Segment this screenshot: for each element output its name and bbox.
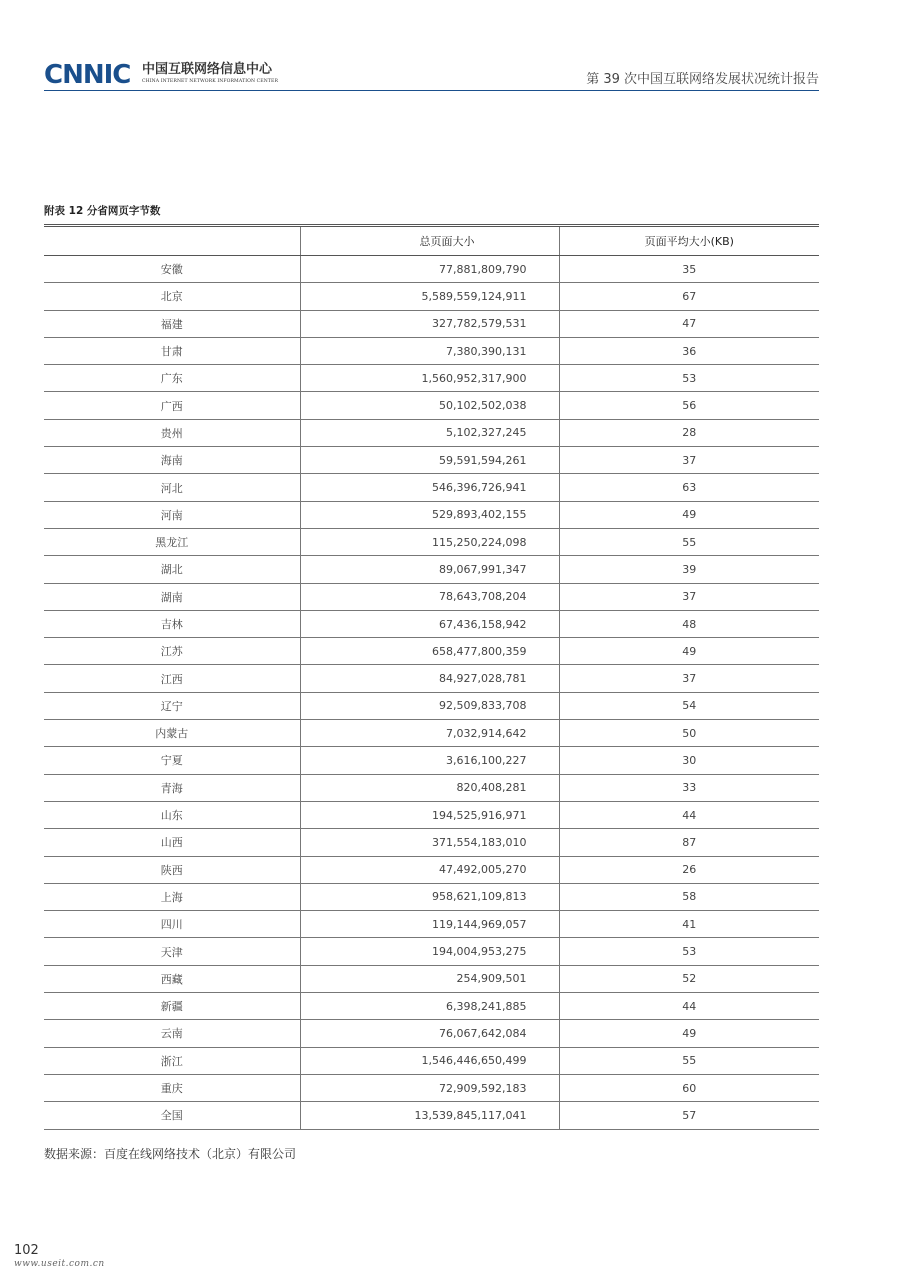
average-size-cell: 49 xyxy=(559,501,819,528)
total-size-cell: 1,546,446,650,499 xyxy=(300,1047,559,1074)
average-size-cell: 53 xyxy=(559,365,819,392)
total-size-cell: 5,589,559,124,911 xyxy=(300,283,559,310)
column-header-province xyxy=(44,226,300,256)
province-cell: 黑龙江 xyxy=(44,528,300,555)
province-cell: 辽宁 xyxy=(44,692,300,719)
table-row xyxy=(44,1074,819,1101)
total-size-cell: 194,004,953,275 xyxy=(300,938,559,965)
province-cell: 陕西 xyxy=(44,856,300,883)
logo-english-name: CHINA INTERNET NETWORK INFORMATION CENTER xyxy=(142,79,279,84)
province-cell: 北京 xyxy=(44,283,300,310)
province-cell: 青海 xyxy=(44,774,300,801)
page-header xyxy=(44,60,819,90)
table-row xyxy=(44,801,819,828)
total-size-cell: 89,067,991,347 xyxy=(300,556,559,583)
province-cell: 安徽 xyxy=(44,256,300,283)
province-cell: 内蒙古 xyxy=(44,720,300,747)
table-row xyxy=(44,1020,819,1047)
total-size-cell: 72,909,592,183 xyxy=(300,1074,559,1101)
average-size-cell: 44 xyxy=(559,801,819,828)
table-row xyxy=(44,911,819,938)
total-size-cell: 13,539,845,117,041 xyxy=(300,1102,559,1129)
table-row xyxy=(44,283,819,310)
average-size-cell: 36 xyxy=(559,337,819,364)
province-cell: 广西 xyxy=(44,392,300,419)
total-size-cell: 327,782,579,531 xyxy=(300,310,559,337)
total-size-cell: 115,250,224,098 xyxy=(300,528,559,555)
total-size-cell: 50,102,502,038 xyxy=(300,392,559,419)
cnnic-logo: CNNIC xyxy=(44,60,131,90)
table-row xyxy=(44,638,819,665)
table-row xyxy=(44,365,819,392)
table-row xyxy=(44,528,819,555)
table-row xyxy=(44,720,819,747)
total-size-cell: 59,591,594,261 xyxy=(300,447,559,474)
report-title: 第 39 次中国互联网络发展状况统计报告 xyxy=(586,72,819,87)
province-cell: 福建 xyxy=(44,310,300,337)
total-size-cell: 6,398,241,885 xyxy=(300,993,559,1020)
province-cell: 湖南 xyxy=(44,583,300,610)
data-source-note: 数据来源：百度在线网络技术（北京）有限公司 xyxy=(44,1147,297,1161)
average-size-cell: 58 xyxy=(559,883,819,910)
table-row xyxy=(44,610,819,637)
average-size-cell: 55 xyxy=(559,528,819,555)
table-row xyxy=(44,1047,819,1074)
column-header-total-size: 总页面大小 xyxy=(300,226,559,256)
total-size-cell: 7,032,914,642 xyxy=(300,720,559,747)
total-size-cell: 658,477,800,359 xyxy=(300,638,559,665)
average-size-cell: 48 xyxy=(559,610,819,637)
average-size-cell: 56 xyxy=(559,392,819,419)
table-row xyxy=(44,774,819,801)
table-row xyxy=(44,965,819,992)
total-size-cell: 47,492,005,270 xyxy=(300,856,559,883)
province-cell: 江西 xyxy=(44,665,300,692)
province-cell: 山西 xyxy=(44,829,300,856)
average-size-cell: 57 xyxy=(559,1102,819,1129)
average-size-cell: 54 xyxy=(559,692,819,719)
average-size-cell: 37 xyxy=(559,447,819,474)
table-row xyxy=(44,256,819,283)
table-row xyxy=(44,501,819,528)
average-size-cell: 47 xyxy=(559,310,819,337)
total-size-cell: 820,408,281 xyxy=(300,774,559,801)
average-size-cell: 87 xyxy=(559,829,819,856)
total-size-cell: 194,525,916,971 xyxy=(300,801,559,828)
province-cell: 吉林 xyxy=(44,610,300,637)
table-row xyxy=(44,829,819,856)
average-size-cell: 50 xyxy=(559,720,819,747)
average-size-cell: 60 xyxy=(559,1074,819,1101)
average-size-cell: 30 xyxy=(559,747,819,774)
average-size-cell: 26 xyxy=(559,856,819,883)
average-size-cell: 55 xyxy=(559,1047,819,1074)
total-size-cell: 76,067,642,084 xyxy=(300,1020,559,1047)
average-size-cell: 35 xyxy=(559,256,819,283)
watermark: www.useit.com.cn xyxy=(14,1259,105,1269)
table-row xyxy=(44,419,819,446)
table-row xyxy=(44,665,819,692)
table-row xyxy=(44,692,819,719)
average-size-cell: 49 xyxy=(559,638,819,665)
province-cell: 四川 xyxy=(44,911,300,938)
table-row xyxy=(44,556,819,583)
table-row xyxy=(44,337,819,364)
average-size-cell: 53 xyxy=(559,938,819,965)
total-size-cell: 546,396,726,941 xyxy=(300,474,559,501)
total-size-cell: 5,102,327,245 xyxy=(300,419,559,446)
average-size-cell: 67 xyxy=(559,283,819,310)
average-size-cell: 44 xyxy=(559,993,819,1020)
average-size-cell: 41 xyxy=(559,911,819,938)
province-cell: 重庆 xyxy=(44,1074,300,1101)
logo-chinese-name: 中国互联网络信息中心 xyxy=(142,62,273,77)
table-row xyxy=(44,1102,819,1129)
total-size-cell: 1,560,952,317,900 xyxy=(300,365,559,392)
province-cell: 河南 xyxy=(44,501,300,528)
total-size-cell: 3,616,100,227 xyxy=(300,747,559,774)
total-size-cell: 529,893,402,155 xyxy=(300,501,559,528)
province-cell: 海南 xyxy=(44,447,300,474)
province-cell: 湖北 xyxy=(44,556,300,583)
table-row xyxy=(44,938,819,965)
table-row xyxy=(44,392,819,419)
province-cell: 贵州 xyxy=(44,419,300,446)
average-size-cell: 28 xyxy=(559,419,819,446)
province-cell: 西藏 xyxy=(44,965,300,992)
table-row xyxy=(44,310,819,337)
average-size-cell: 63 xyxy=(559,474,819,501)
province-cell: 广东 xyxy=(44,365,300,392)
province-cell: 全国 xyxy=(44,1102,300,1129)
table-caption: 附表 12 分省网页字节数 xyxy=(44,205,161,217)
province-cell: 浙江 xyxy=(44,1047,300,1074)
total-size-cell: 254,909,501 xyxy=(300,965,559,992)
province-cell: 山东 xyxy=(44,801,300,828)
page-number: 102 xyxy=(14,1243,39,1258)
table-body xyxy=(44,256,819,1130)
total-size-cell: 84,927,028,781 xyxy=(300,665,559,692)
total-size-cell: 7,380,390,131 xyxy=(300,337,559,364)
average-size-cell: 49 xyxy=(559,1020,819,1047)
average-size-cell: 52 xyxy=(559,965,819,992)
average-size-cell: 37 xyxy=(559,583,819,610)
column-header-average-size: 页面平均大小(KB) xyxy=(559,226,819,256)
table-header-row xyxy=(44,226,819,256)
average-size-cell: 33 xyxy=(559,774,819,801)
table-row xyxy=(44,747,819,774)
total-size-cell: 78,643,708,204 xyxy=(300,583,559,610)
header-divider xyxy=(44,90,819,91)
province-cell: 天津 xyxy=(44,938,300,965)
province-page-bytes-table xyxy=(44,224,819,1130)
total-size-cell: 67,436,158,942 xyxy=(300,610,559,637)
total-size-cell: 958,621,109,813 xyxy=(300,883,559,910)
table-row xyxy=(44,993,819,1020)
table-row xyxy=(44,883,819,910)
average-size-cell: 39 xyxy=(559,556,819,583)
table-row xyxy=(44,474,819,501)
province-cell: 宁夏 xyxy=(44,747,300,774)
province-cell: 云南 xyxy=(44,1020,300,1047)
table-row xyxy=(44,583,819,610)
total-size-cell: 77,881,809,790 xyxy=(300,256,559,283)
province-cell: 上海 xyxy=(44,883,300,910)
average-size-cell: 37 xyxy=(559,665,819,692)
province-cell: 新疆 xyxy=(44,993,300,1020)
total-size-cell: 119,144,969,057 xyxy=(300,911,559,938)
table-row xyxy=(44,856,819,883)
table-row xyxy=(44,447,819,474)
total-size-cell: 371,554,183,010 xyxy=(300,829,559,856)
province-cell: 河北 xyxy=(44,474,300,501)
province-cell: 甘肃 xyxy=(44,337,300,364)
province-cell: 江苏 xyxy=(44,638,300,665)
total-size-cell: 92,509,833,708 xyxy=(300,692,559,719)
